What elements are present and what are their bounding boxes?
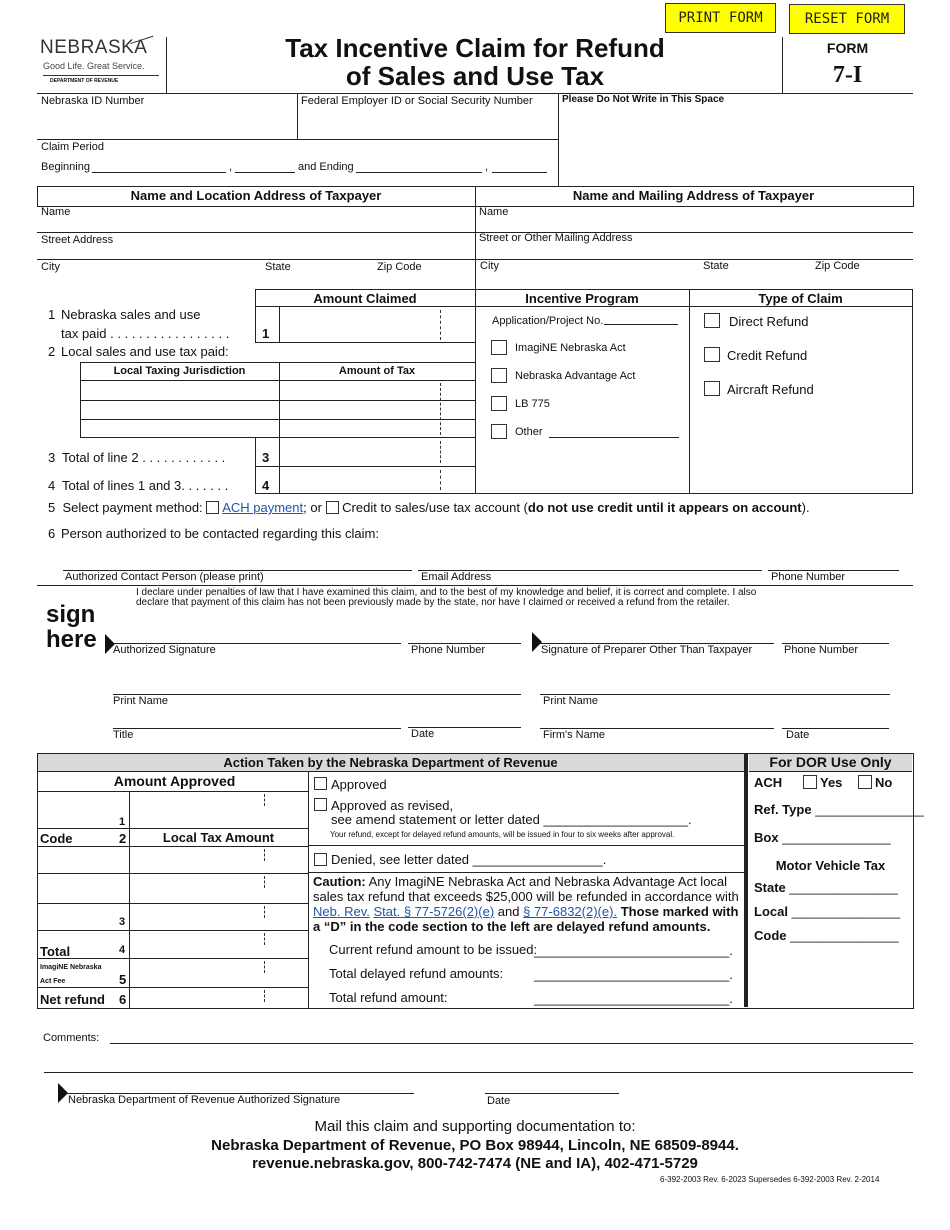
action-taken-header: Action Taken by the Nebraska Department of Revenue — [223, 755, 558, 770]
caution-text-b: tax refund that exceeds $25,000 will be refunded in accordance with — [346, 889, 739, 904]
mv-state-field[interactable]: _______________ — [789, 880, 898, 895]
preparer-date-label: Date — [786, 729, 810, 741]
line-2-text: Local sales and use tax paid: — [61, 344, 229, 359]
tax-amount-field-3[interactable] — [280, 420, 474, 436]
box-row — [754, 830, 891, 845]
imagine-label: ImagiNE Nebraska Act — [515, 342, 626, 354]
other-label: Other — [515, 426, 543, 438]
zip-label-right: Zip Code — [815, 260, 860, 272]
ach-checkbox[interactable] — [206, 501, 219, 514]
comma-2: , — [485, 161, 489, 173]
amount-approved-header: Amount Approved — [113, 773, 236, 789]
imagine-checkbox[interactable] — [491, 340, 507, 355]
lb775-checkbox[interactable] — [491, 396, 507, 411]
ending-date-field[interactable] — [356, 172, 482, 173]
refund-note: Your refund, except for delayed refund amounts, will be issued in four to six weeks after approval. — [330, 830, 675, 839]
imagine-fee-line-a: ImagiNE Nebraska — [40, 964, 102, 971]
box-field[interactable]: _______________ — [782, 830, 891, 845]
beginning-date-field[interactable] — [92, 172, 226, 173]
form-title — [240, 34, 710, 90]
caution-and: and — [497, 904, 520, 919]
dor-use-header: For DOR Use Only — [769, 754, 892, 770]
denied-checkbox[interactable] — [314, 853, 327, 866]
incentive-program-header: Incentive Program — [525, 291, 639, 306]
declaration-line-1: I declare under penalties of law that I have examined this claim, and to the best of my knowledge and belief, it is correct and complete. I also — [136, 587, 757, 598]
total-label: Total — [40, 944, 71, 959]
line-6-number: 6 — [48, 526, 56, 541]
caution-label: Caution: — [313, 874, 366, 889]
location-address-header: Name and Location Address of Taxpayer — [130, 188, 382, 203]
caution-text-a: Any ImagiNE Nebraska Act and Nebraska Advantage Act local sales — [313, 874, 728, 904]
direct-refund-label: Direct Refund — [729, 314, 809, 329]
line-3-text: Total of line 2 . . . . . . . . . . . . — [62, 450, 226, 465]
jurisdiction-field-1[interactable] — [81, 381, 278, 399]
declaration-line-2: declare that payment of this claim has not been previously made by the state, nor have I claimed or received a refund from the retailer. — [136, 597, 730, 608]
contact-person-label: Authorized Contact Person (please print) — [65, 571, 264, 583]
credit-refund-label: Credit Refund — [727, 348, 808, 363]
fein-label: Federal Employer ID or Social Security Number — [301, 95, 533, 107]
sign-word: sign — [46, 601, 96, 628]
see-amend-label: see amend statement or letter dated ____________________. — [331, 812, 692, 827]
claim-period-label: Claim Period — [41, 141, 104, 153]
ending-label: and Ending — [298, 161, 354, 173]
form-label: FORM — [826, 40, 869, 56]
line-1-amount-field[interactable] — [280, 307, 474, 341]
name-label-left: Name — [41, 206, 71, 218]
credit-account-checkbox[interactable] — [326, 501, 339, 514]
mv-state-label: State — [754, 880, 786, 895]
lb775-label: LB 775 — [515, 398, 550, 410]
delayed-refund-label: Total delayed refund amounts: — [329, 966, 504, 981]
revision-note: 6-392-2003 Rev. 6-2023 Supersedes 6-392-2003 Rev. 2-2014 — [660, 1175, 880, 1184]
aircraft-refund-label: Aircraft Refund — [727, 382, 814, 397]
line-3-amount-field[interactable] — [280, 438, 474, 465]
reset-form-button[interactable]: RESET FORM — [789, 4, 905, 34]
mv-local-row — [754, 904, 900, 919]
line-6-text: Person authorized to be contacted regarding this claim: — [61, 526, 379, 541]
name-label-right: Name — [479, 206, 509, 218]
delayed-refund-field[interactable]: ___________________________. — [534, 967, 733, 982]
net-refund-label: Net refund — [40, 992, 105, 1007]
dor-contact: revenue.nebraska.gov, 800-742-7474 (NE and IA), 402-471-5729 — [252, 1155, 698, 1172]
ending-year-field[interactable] — [492, 172, 547, 173]
declaration — [136, 588, 896, 608]
other-checkbox[interactable] — [491, 424, 507, 439]
logo-title: NEBRASKA — [40, 37, 148, 58]
title-field[interactable] — [113, 728, 401, 729]
denied-label: Denied, see letter dated __________________. — [331, 852, 607, 867]
line-4-amount-field[interactable] — [280, 467, 474, 492]
mail-instruction: Mail this claim and supporting documentation to: — [314, 1118, 636, 1135]
total-refund-label: Total refund amount: — [329, 990, 448, 1005]
logo-tagline: Good Life. Great Service. — [43, 61, 145, 71]
ach-label: ACH — [754, 775, 783, 790]
caution-text — [313, 874, 741, 934]
print-form-button[interactable]: PRINT FORM — [665, 3, 776, 33]
line-5 — [48, 500, 810, 515]
line-3-number: 3 — [48, 450, 56, 465]
here-word: here — [46, 626, 97, 653]
line-5-end: ). — [801, 500, 810, 515]
line-5-number: 5 — [48, 500, 56, 515]
contact-phone-label: Phone Number — [771, 571, 845, 583]
row-6-label: 6 — [119, 992, 127, 1007]
street-label-right: Street or Other Mailing Address — [479, 232, 633, 244]
credit-refund-checkbox[interactable] — [704, 347, 720, 362]
comments-field-1[interactable] — [110, 1043, 913, 1044]
state-label-left: State — [265, 261, 291, 273]
signer-phone-label: Phone Number — [411, 644, 485, 656]
aircraft-refund-checkbox[interactable] — [704, 381, 720, 396]
dor-signature-label: Nebraska Department of Revenue Authorized Signature — [68, 1094, 341, 1106]
print-name-label: Print Name — [113, 695, 169, 707]
mv-code-field[interactable]: _______________ — [790, 928, 899, 943]
row-1-label: 1 — [119, 816, 126, 828]
imagine-fee-line-b: Act Fee — [40, 978, 66, 985]
zip-label-left: Zip Code — [377, 261, 422, 273]
approved-revised-checkbox[interactable] — [314, 798, 327, 811]
title-line-1: Tax Incentive Claim for Refund — [285, 33, 665, 63]
motor-vehicle-header: Motor Vehicle Tax — [775, 858, 886, 873]
ach-no-label: No — [875, 775, 893, 790]
mailing-address-header: Name and Mailing Address of Taxpayer — [572, 188, 815, 203]
comma-1: , — [229, 161, 233, 173]
line-4-number: 4 — [48, 478, 56, 493]
comments-label: Comments: — [43, 1032, 100, 1044]
dor-date-field[interactable] — [485, 1093, 619, 1094]
line-1-box: 1 — [262, 326, 270, 341]
local-jurisdiction-header: Local Taxing Jurisdiction — [113, 365, 246, 377]
ref-type-label: Ref. Type — [754, 802, 812, 817]
line-3-box: 3 — [262, 450, 270, 465]
jurisdiction-field-2[interactable] — [81, 401, 278, 418]
claim-type-header: Type of Claim — [758, 291, 843, 306]
print-name-field[interactable] — [113, 694, 521, 695]
street-label-left: Street Address — [41, 234, 114, 246]
line-5-credit: Credit to sales/use tax account ( — [342, 500, 528, 515]
city-label-left: City — [41, 261, 60, 273]
email-label: Email Address — [421, 571, 492, 583]
statute-2-link[interactable]: § 77-6832(2)(e). — [523, 904, 618, 919]
title-label: Title — [113, 729, 134, 741]
jurisdiction-field-3[interactable] — [81, 420, 278, 436]
direct-refund-checkbox[interactable] — [704, 313, 720, 328]
row-3-label: 3 — [119, 916, 126, 928]
advantage-checkbox[interactable] — [491, 368, 507, 383]
amount-claimed-header: Amount Claimed — [313, 291, 417, 306]
approved-label: Approved — [331, 777, 387, 792]
preparer-phone-label: Phone Number — [784, 644, 858, 656]
current-refund-field[interactable]: ___________________________. — [534, 943, 733, 958]
code-label: Code — [40, 831, 73, 846]
mv-state-row — [754, 880, 898, 895]
line-4-text: Total of lines 1 and 3. . . . . . . — [62, 478, 229, 493]
sign-here — [46, 602, 97, 652]
preparer-signature-label: Signature of Preparer Other Than Taxpayer — [541, 644, 753, 656]
line-5-bold: do not use credit until it appears on account — [527, 500, 802, 515]
title-line-2: of Sales and Use Tax — [345, 61, 605, 91]
line-4-box: 4 — [262, 478, 270, 493]
other-field[interactable] — [549, 437, 679, 438]
authorized-signature-label: Authorized Signature — [113, 644, 216, 656]
line-2-number: 2 — [48, 344, 56, 359]
line-1-number: 1 — [48, 307, 56, 322]
dor-date-label: Date — [487, 1095, 511, 1107]
approved-checkbox[interactable] — [314, 777, 327, 790]
caution-bold-a: Those marked with a “D” in the — [313, 904, 739, 934]
ach-yes-checkbox[interactable] — [803, 775, 817, 789]
row-4-label: 4 — [119, 944, 126, 956]
mv-code-row — [754, 928, 899, 943]
tax-amount-field-1[interactable] — [280, 381, 474, 399]
statute-1b-link[interactable]: Stat. § 77-5726(2)(e) — [373, 904, 495, 919]
advantage-label: Nebraska Advantage Act — [515, 370, 636, 382]
line-1-text-a: Nebraska sales and use — [61, 307, 201, 322]
total-refund-field[interactable]: ___________________________. — [534, 991, 733, 1006]
signer-date-label: Date — [411, 728, 435, 740]
line-5-or: ; or — [303, 500, 322, 515]
ref-type-row — [754, 802, 924, 817]
preparer-print-name-label: Print Name — [543, 695, 599, 707]
city-label-right: City — [480, 260, 499, 272]
mv-code-label: Code — [754, 928, 787, 943]
line-5-text: Select payment method: — [62, 500, 203, 515]
ach-yes-label: Yes — [820, 775, 843, 790]
nebraska-logo — [40, 37, 167, 93]
line-1-text-b: tax paid . . . . . . . . . . . . . . . . . — [61, 326, 230, 341]
dor-space-label: Please Do Not Write in This Space — [562, 94, 725, 105]
ach-payment-link[interactable]: ACH payment — [222, 500, 304, 515]
logo-dept: DEPARTMENT OF REVENUE — [50, 78, 119, 84]
mv-local-label: Local — [754, 904, 788, 919]
row-2-label: 2 — [119, 831, 127, 846]
mv-local-field[interactable]: _______________ — [791, 904, 901, 919]
approved-revised-label: Approved as revised, — [331, 798, 454, 813]
beginning-label: Beginning — [41, 161, 90, 173]
state-label-right: State — [703, 260, 729, 272]
local-tax-amount-header: Local Tax Amount — [162, 830, 275, 845]
amount-of-tax-header: Amount of Tax — [338, 365, 416, 377]
statute-1a-link[interactable]: Neb. Rev. — [313, 904, 370, 919]
nebraska-id-label: Nebraska ID Number — [41, 95, 145, 107]
form-number: 7-I — [832, 62, 863, 88]
app-no-label: Application/Project No. — [492, 315, 604, 327]
app-no-field[interactable] — [604, 324, 678, 325]
current-refund-label: Current refund amount to be issued: — [329, 942, 538, 957]
firm-name-label: Firm's Name — [543, 729, 605, 741]
imagine-fee-label — [40, 961, 101, 989]
beginning-year-field[interactable] — [235, 172, 295, 173]
ach-no-checkbox[interactable] — [858, 775, 872, 789]
dor-address: Nebraska Department of Revenue, PO Box 98944, Lincoln, NE 68509-8944. — [211, 1137, 739, 1154]
box-label: Box — [754, 830, 779, 845]
tax-amount-field-2[interactable] — [280, 401, 474, 418]
row-5-label: 5 — [119, 972, 127, 987]
caution-bold-b: code section to the left are delayed refund amounts. — [388, 919, 711, 934]
ref-type-field[interactable]: _______________ — [815, 802, 924, 817]
comments-field-2[interactable] — [44, 1072, 913, 1073]
